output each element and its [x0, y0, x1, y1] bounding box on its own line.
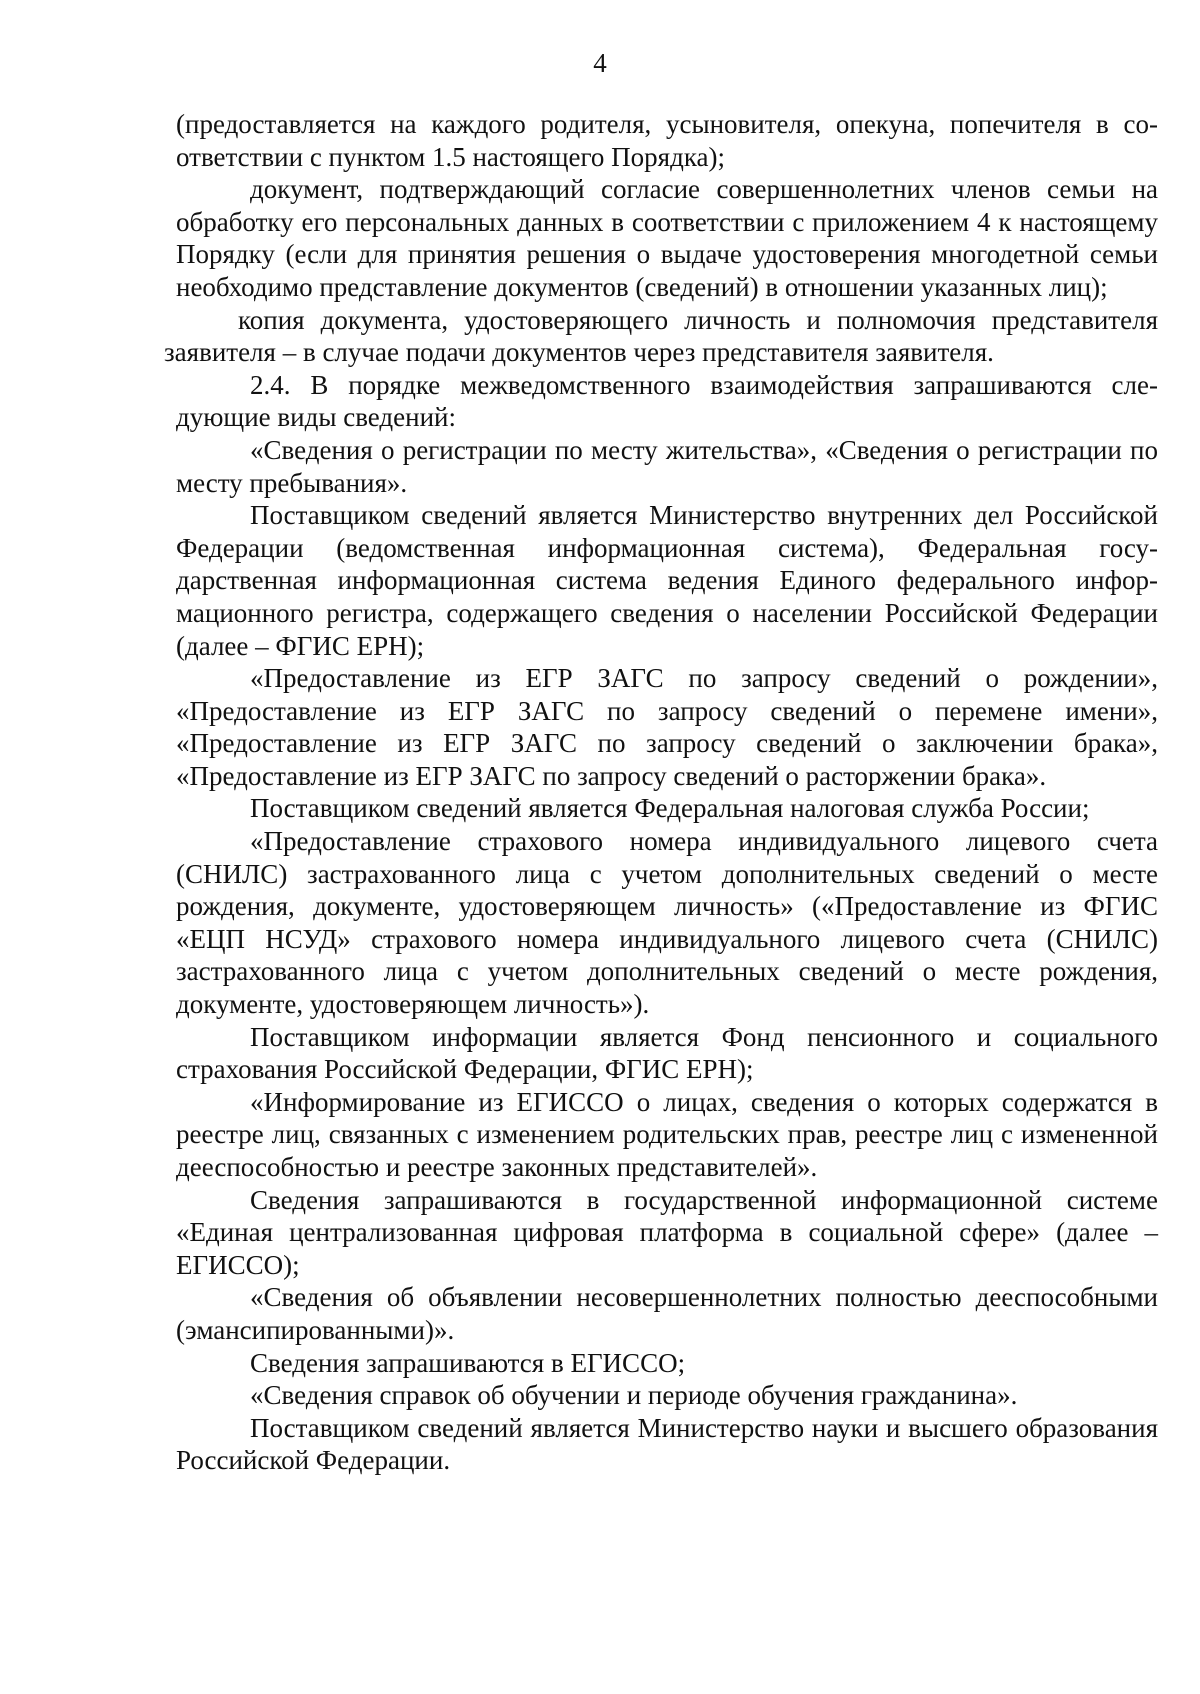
- paragraph: «Сведения об объявлении несовершеннолетних полностью дееспособными (эмансипированными)».: [176, 1282, 1158, 1345]
- paragraph: Сведения запрашиваются в ЕГИССО;: [250, 1347, 686, 1378]
- page-number: 4: [593, 48, 607, 78]
- paragraph: Поставщиком сведений является Министерство внутренних дел Российской Федерации (ведомственная информационная система), Федеральная государственная информационная система ведения Единого федерального информационного регистра, содержащего сведения о населении Российской Федерации (далее – ФГИС ЕРН);: [176, 500, 1158, 661]
- paragraph: Поставщиком информации является Фонд пенсионного и социального страхования Российской Федерации, ФГИС ЕРН);: [176, 1021, 1158, 1085]
- paragraph: документ, подтверждающий согласие совершеннолетних членов семьи на обработку его персональных данных в соответствии с приложением 4 к настоящему Порядку (если для принятия решения о выдаче удостоверения многодетной семьи необходимо представление документов (сведений) в отношении указанных лиц);: [176, 174, 1158, 302]
- document-body: [164, 108, 1158, 1477]
- paragraph: Сведения запрашиваются в государственной информационной системе «Единая централизованная цифровая платформа в социальной сфере» (далее – ЕГИССО);: [176, 1184, 1158, 1280]
- paragraph: Поставщиком сведений является Министерство науки и высшего образования Российской Федерации.: [176, 1412, 1158, 1476]
- paragraph: копия документа, удостоверяющего личность и полномочия представителя заявителя – в случае подачи документов через представителя заявителя.: [164, 304, 1158, 368]
- paragraph: «Сведения о регистрации по месту жительства», «Сведения о регистрации по месту пребывания».: [176, 434, 1158, 498]
- paragraph: «Сведения справок об обучении и периоде обучения гражданина».: [250, 1380, 1018, 1411]
- paragraph: «Предоставление из ЕГР ЗАГС по запросу сведений о рождении», «Предоставление из ЕГР ЗАГС по запросу сведений о перемене имени», «Предоставление из ЕГР ЗАГС по запросу сведений о заключении брака», «Предоставление из ЕГР ЗАГС по запросу сведений о расторжении брака».: [176, 663, 1158, 791]
- paragraph: «Предоставление страхового номера индивидуального лицевого счета (СНИЛС) застрахованного лица с учетом дополнительных сведений о месте рождения, документе, удостоверяющем личность» («Предоставление из ФГИС «ЕЦП НСУД» страхового номера индивидуального лицевого счета (СНИЛС) застрахованного лица с учетом дополнительных сведений о месте рождения, документе, удостоверяющем личность»).: [176, 826, 1158, 1020]
- paragraph: 2.4. В порядке межведомственного взаимодействия запрашиваются следующие виды сведений:: [176, 369, 1158, 433]
- paragraph: (предоставляется на каждого родителя, усыновителя, опекуна, попечителя в соответствии с пунктом 1.5 настоящего Порядка);: [176, 109, 1158, 172]
- paragraph: «Информирование из ЕГИССО о лицах, сведения о которых содержатся в реестре лиц, связанных с изменением родительских прав, реестре лиц с измененной дееспособностью и реестре законных представителей».: [176, 1086, 1158, 1182]
- paragraph: Поставщиком сведений является Федеральная налоговая служба России;: [250, 793, 1090, 824]
